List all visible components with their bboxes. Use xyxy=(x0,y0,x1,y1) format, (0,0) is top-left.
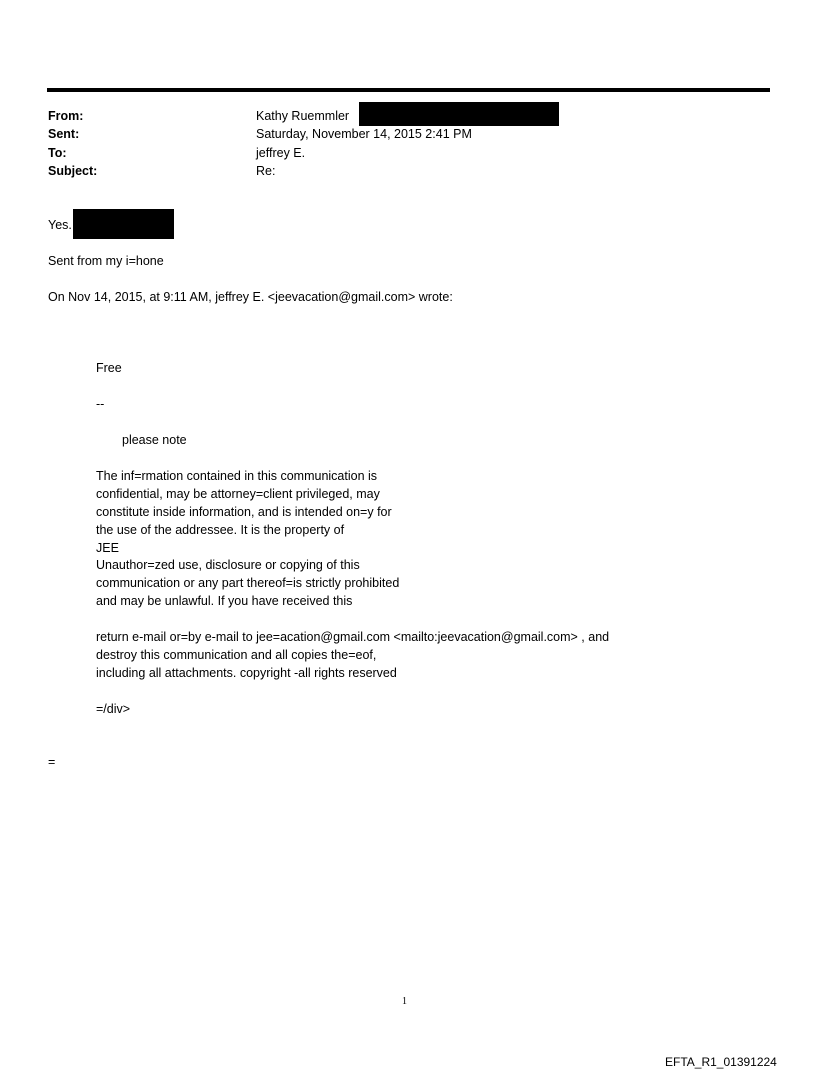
disclaimer-line: and may be unlawful. If you have received this xyxy=(96,594,353,608)
quoted-message: Free xyxy=(96,361,122,375)
redaction-box-sender-email xyxy=(359,102,559,126)
disclaimer-line: communication or any part thereof=is strictly prohibited xyxy=(96,576,400,590)
subject-value: Re: xyxy=(256,164,276,178)
to-value: jeffrey E. xyxy=(256,146,306,160)
signature-separator: -- xyxy=(96,397,105,411)
disclaimer-line: The inf=rmation contained in this communication is xyxy=(96,469,378,483)
redaction-box-reply xyxy=(73,209,174,239)
return-line: return e-mail or=by e-mail to jee=acation@gmail.com <mailto:jeevacation@gmail.com> , and xyxy=(96,630,610,644)
header-rule xyxy=(47,88,770,92)
disclaimer-line: the use of the addressee. It is the property of xyxy=(96,523,345,537)
from-label: From: xyxy=(48,109,84,123)
bates-id: EFTA_R1_01391224 xyxy=(665,1055,777,1069)
to-label: To: xyxy=(48,146,67,160)
reply-signature: Sent from my i=hone xyxy=(48,254,164,268)
trailing-char: = xyxy=(48,755,56,769)
from-value: Kathy Ruemmler xyxy=(256,109,350,123)
sent-value: Saturday, November 14, 2015 2:41 PM xyxy=(256,127,472,141)
reply-text: Yes. xyxy=(48,218,72,232)
disclaimer-line: confidential, may be attorney=client privileged, may xyxy=(96,487,380,501)
return-line: destroy this communication and all copies the=eof, xyxy=(96,648,377,662)
page-number: 1 xyxy=(402,996,407,1007)
note-heading: please note xyxy=(122,433,187,447)
closing-tag: =/div> xyxy=(96,702,131,716)
quote-intro: On Nov 14, 2015, at 9:11 AM, jeffrey E. <jeevacation@gmail.com> wrote: xyxy=(48,290,453,304)
sent-label: Sent: xyxy=(48,127,80,141)
disclaimer-line: constitute inside information, and is intended on=y for xyxy=(96,505,392,519)
return-line: including all attachments. copyright -all rights reserved xyxy=(96,666,397,680)
subject-label: Subject: xyxy=(48,164,98,178)
disclaimer-line: Unauthor=zed use, disclosure or copying of this xyxy=(96,558,360,572)
disclaimer-line: JEE xyxy=(96,541,119,555)
